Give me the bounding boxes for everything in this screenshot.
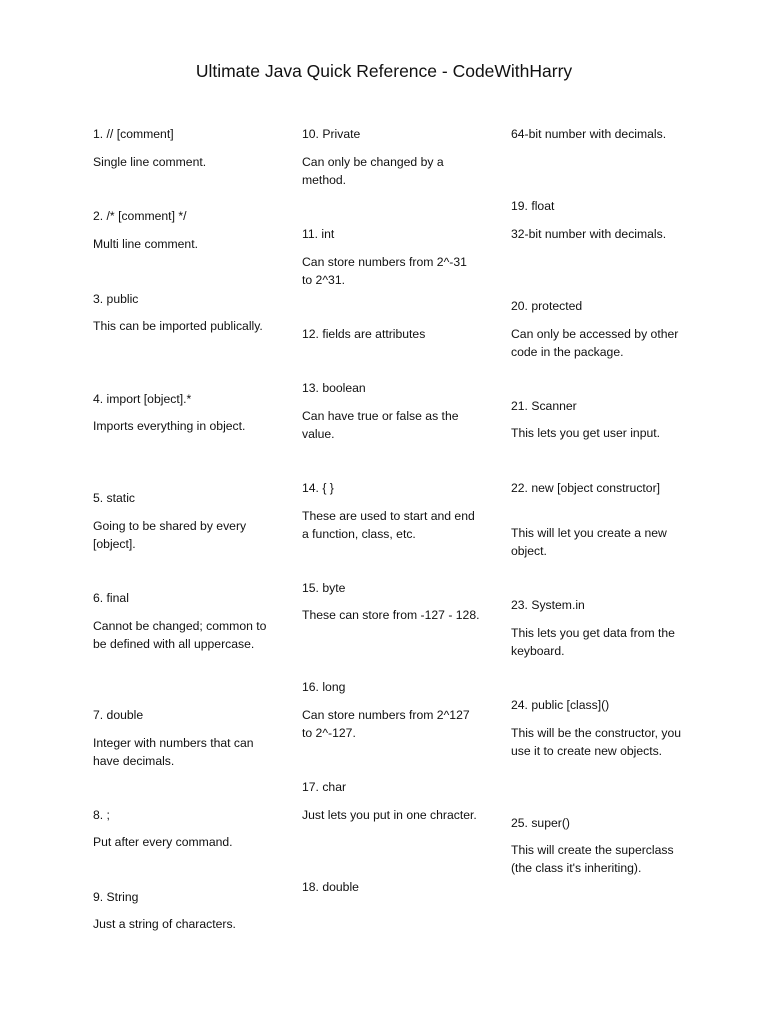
entry-description: Single line comment. xyxy=(93,155,207,169)
entry-description: Going to be shared by every [object]. xyxy=(93,519,247,551)
entry-description: Can only be changed by a method. xyxy=(302,155,444,187)
entry-heading: 3. public xyxy=(93,292,139,306)
entry-heading: 11. int xyxy=(302,227,335,241)
entry-heading: 25. super() xyxy=(511,816,570,830)
reference-column-3 xyxy=(511,0,693,1024)
entry-heading: 5. static xyxy=(93,491,135,505)
entry-heading: 18. double xyxy=(302,880,359,894)
entry-heading: 15. byte xyxy=(302,581,346,595)
entry-heading: 17. char xyxy=(302,780,347,794)
entry-heading: 2. /* [comment] */ xyxy=(93,209,187,223)
entry-description: Can only be accessed by other code in the package. xyxy=(511,327,679,359)
entry-heading: 23. System.in xyxy=(511,598,585,612)
entry-description: These are used to start and end a function, class, etc. xyxy=(302,509,475,541)
entry-description: Multi line comment. xyxy=(93,237,198,251)
entry-heading: 9. String xyxy=(93,890,139,904)
entry-description: This will be the constructor, you use it to create new objects. xyxy=(511,726,682,758)
entry-description: 64-bit number with decimals. xyxy=(511,127,667,141)
entry-description: Integer with numbers that can have decimals. xyxy=(93,736,254,768)
entry-description: Can have true or false as the value. xyxy=(302,409,459,441)
entry-heading: 12. fields are attributes xyxy=(302,327,426,341)
entry-description: Put after every command. xyxy=(93,835,233,849)
entry-heading: 13. boolean xyxy=(302,381,366,395)
entry-heading: 20. protected xyxy=(511,299,583,313)
entry-description: These can store from -127 - 128. xyxy=(302,608,480,622)
entry-description: Just a string of characters. xyxy=(93,917,236,931)
entry-description: 32-bit number with decimals. xyxy=(511,227,667,241)
entry-heading: 14. { } xyxy=(302,481,334,495)
entry-description: Can store numbers from 2^-31 to 2^31. xyxy=(302,255,467,287)
entry-heading: 4. import [object].* xyxy=(93,392,192,406)
entry-heading: 24. public [class]() xyxy=(511,698,610,712)
entry-heading: 19. float xyxy=(511,199,555,213)
entry-description: This lets you get data from the keyboard. xyxy=(511,626,675,658)
entry-description: This can be imported publically. xyxy=(93,319,263,333)
entry-description: Cannot be changed; common to be defined with all uppercase. xyxy=(93,619,267,651)
entry-heading: 22. new [object constructor] xyxy=(511,481,661,495)
entry-description: This will create the superclass (the class it's inheriting). xyxy=(511,843,674,875)
entry-description: Can store numbers from 2^127 to 2^-127. xyxy=(302,708,470,740)
entry-heading: 16. long xyxy=(302,680,346,694)
entry-description: Just lets you put in one chracter. xyxy=(302,808,477,822)
entry-heading: 7. double xyxy=(93,708,144,722)
entry-description: This lets you get user input. xyxy=(511,426,661,440)
entry-description: This will let you create a new object. xyxy=(511,526,667,558)
entry-heading: 21. Scanner xyxy=(511,399,577,413)
entry-heading: 6. final xyxy=(93,591,129,605)
page-title: Ultimate Java Quick Reference - CodeWithHarry xyxy=(195,61,573,81)
entry-heading: 1. // [comment] xyxy=(93,127,174,141)
reference-column-1 xyxy=(93,0,271,1024)
entry-heading: 8. ; xyxy=(93,808,110,822)
reference-column-2 xyxy=(302,0,480,1024)
entry-heading: 10. Private xyxy=(302,127,361,141)
entry-description: Imports everything in object. xyxy=(93,419,246,433)
